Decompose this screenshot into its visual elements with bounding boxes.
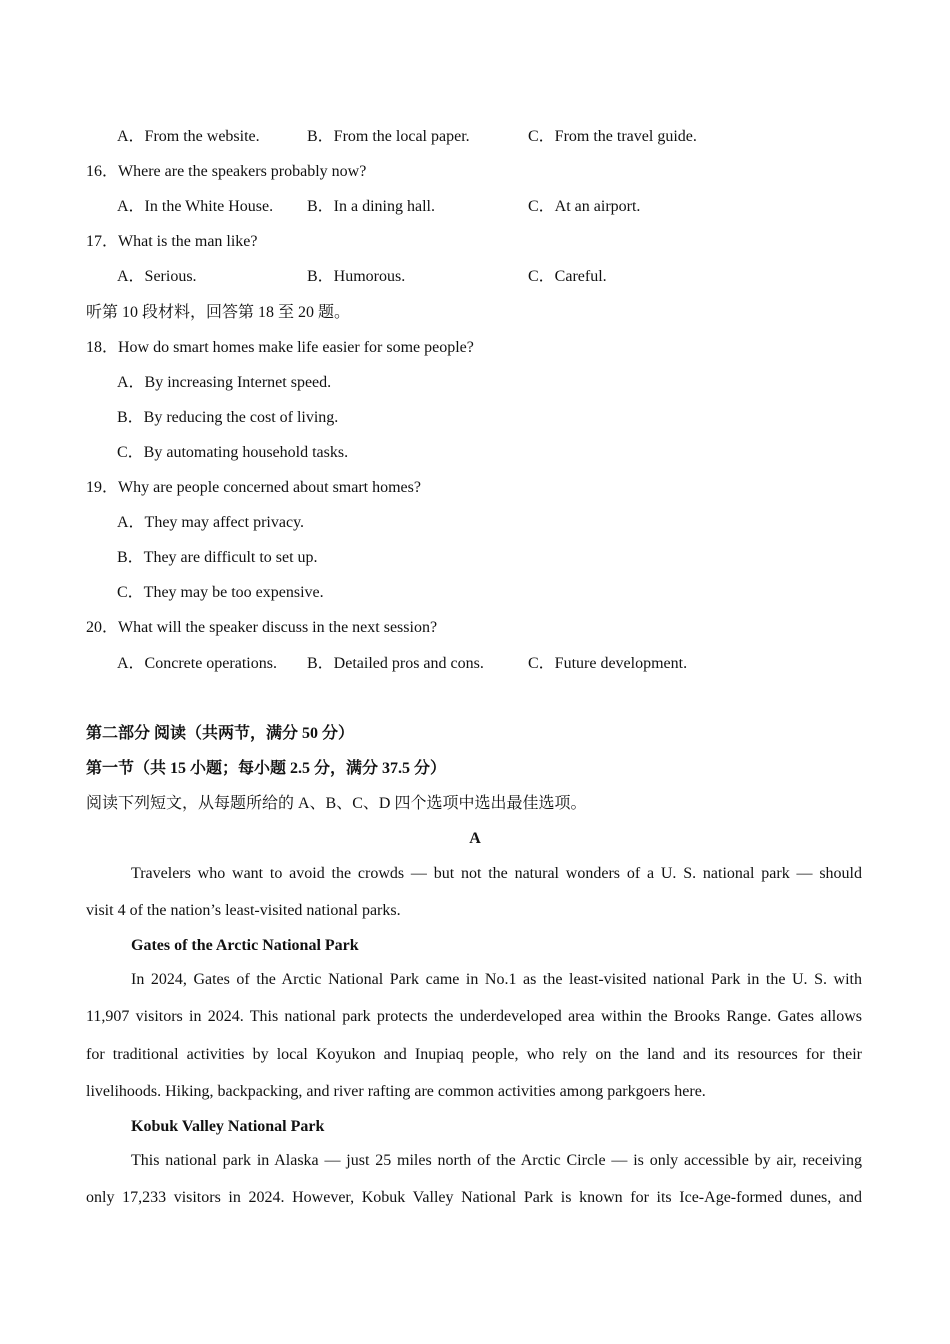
q17-option-a: A．Serious. bbox=[117, 268, 197, 285]
q16-option-c: C．At an airport. bbox=[528, 198, 641, 215]
q20-option-c: C．Future development. bbox=[528, 655, 688, 672]
q18-option-a: A．By increasing Internet speed. bbox=[117, 374, 332, 391]
q16-stem: 16．Where are the speakers probably now? bbox=[86, 163, 367, 180]
park2-line-1: This national park in Alaska — just 25 miles north of the Arctic Circle — is only accessible by air, receiving bbox=[131, 1152, 862, 1169]
part2-title: 第二部分 阅读（共两节，满分 50 分） bbox=[86, 725, 355, 742]
q19-stem: 19．Why are people concerned about smart homes? bbox=[86, 479, 421, 496]
q20-stem: 20．What will the speaker discuss in the next session? bbox=[86, 619, 438, 636]
park2-line-2: only 17,233 visitors in 2024. However, Kobuk Valley National Park is known for its Ice-Age-formed dunes, and bbox=[86, 1189, 862, 1206]
q17-option-c: C．Careful. bbox=[528, 268, 607, 285]
q16-option-b: B．In a dining hall. bbox=[307, 198, 435, 215]
q20-option-b: B．Detailed pros and cons. bbox=[307, 655, 484, 672]
section1-title: 第一节（共 15 小题；每小题 2.5 分，满分 37.5 分） bbox=[86, 760, 447, 777]
q19-option-a: A．They may affect privacy. bbox=[117, 514, 305, 531]
q15-option-a: A．From the website. bbox=[117, 128, 260, 145]
q19-option-c: C．They may be too expensive. bbox=[117, 584, 324, 601]
park1-line-3: for traditional activities by local Koyukon and Inupiaq people, who rely on the land and its resources for their bbox=[86, 1046, 862, 1063]
q15-option-b: B．From the local paper. bbox=[307, 128, 470, 145]
intro-line-2: visit 4 of the nation’s least-visited national parks. bbox=[86, 902, 401, 919]
q15-option-c: C．From the travel guide. bbox=[528, 128, 697, 145]
q17-stem: 17．What is the man like? bbox=[86, 233, 258, 250]
intro-line-1: Travelers who want to avoid the crowds — but not the natural wonders of a U. S. national park — should bbox=[131, 865, 862, 882]
q18-stem: 18．How do smart homes make life easier for some people? bbox=[86, 339, 474, 356]
reading-instruction: 阅读下列短文，从每题所给的 A、B、C、D 四个选项中选出最佳选项。 bbox=[86, 795, 587, 812]
q18-option-c: C．By automating household tasks. bbox=[117, 444, 349, 461]
q18-option-b: B．By reducing the cost of living. bbox=[117, 409, 339, 426]
q19-option-b: B．They are difficult to set up. bbox=[117, 549, 318, 566]
q20-option-a: A．Concrete operations. bbox=[117, 655, 277, 672]
park1-line-1: In 2024, Gates of the Arctic National Park came in No.1 as the least-visited national Park in the U. S. with bbox=[131, 971, 862, 988]
q16-option-a: A．In the White House. bbox=[117, 198, 274, 215]
q17-option-b: B．Humorous. bbox=[307, 268, 406, 285]
passage-label: A bbox=[469, 830, 481, 847]
section10-instruction: 听第 10 段材料，回答第 18 至 20 题。 bbox=[86, 304, 351, 321]
park2-heading: Kobuk Valley National Park bbox=[131, 1118, 325, 1135]
park1-line-2: 11,907 visitors in 2024. This national park protects the underdeveloped area within the Brooks Range. Gates allows bbox=[86, 1008, 862, 1025]
park1-line-4: livelihoods. Hiking, backpacking, and river rafting are common activities among parkgoers here. bbox=[86, 1083, 706, 1100]
park1-heading: Gates of the Arctic National Park bbox=[131, 937, 359, 954]
